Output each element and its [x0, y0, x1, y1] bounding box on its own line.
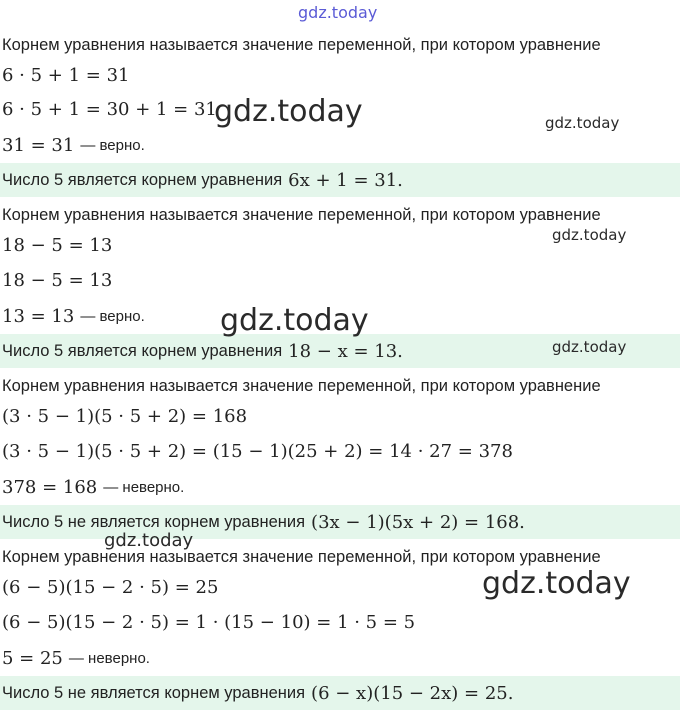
- conclusion-equation: (6 − x)(15 − 2x) = 25.: [311, 682, 514, 704]
- intro-text: Корнем уравнения называется значение переменной, при котором уравнение: [2, 35, 601, 54]
- watermark: gdz.today: [552, 338, 627, 356]
- block-1-check-line: [0, 128, 680, 162]
- block-3-conclusion: [0, 505, 680, 539]
- check-equation: 378 = 168: [2, 476, 98, 498]
- watermark: gdz.today: [552, 226, 627, 244]
- intro-text: Корнем уравнения называется значение переменной, при котором уравнение: [2, 547, 601, 566]
- conclusion-text: Число 5 является корнем уравнения: [2, 341, 283, 360]
- check-verdict: — неверно.: [103, 478, 185, 496]
- intro-text: Корнем уравнения называется значение переменной, при котором уравнение: [2, 376, 601, 395]
- equation-substitution: (6 − 5)(15 − 2 · 5) = 25: [2, 576, 219, 598]
- watermark: gdz.today: [104, 530, 194, 551]
- watermark: gdz.today: [482, 566, 631, 601]
- watermark: gdz.today: [220, 303, 369, 338]
- block-3-calculation-line: [0, 434, 680, 468]
- check-equation: 5 = 25: [2, 647, 63, 669]
- check-equation: 31 = 31: [2, 134, 75, 156]
- block-4-check-line: [0, 641, 680, 675]
- conclusion-equation: (3x − 1)(5x + 2) = 168.: [311, 511, 525, 533]
- conclusion-text: Число 5 не является корнем уравнения: [2, 683, 306, 702]
- intro-text: Корнем уравнения называется значение переменной, при котором уравнение: [2, 205, 601, 224]
- conclusion-text: Число 5 является корнем уравнения: [2, 170, 283, 189]
- block-1-conclusion: [0, 163, 680, 197]
- watermark-top: gdz.today: [298, 3, 378, 22]
- conclusion-text: Число 5 не является корнем уравнения: [2, 512, 306, 531]
- conclusion-equation: 18 − x = 13.: [288, 340, 403, 362]
- check-verdict: — верно.: [80, 136, 145, 154]
- equation-substitution: 18 − 5 = 13: [2, 234, 113, 256]
- block-4-calculation-line: [0, 605, 680, 639]
- block-3-equation-line: [0, 399, 680, 433]
- check-verdict: — верно.: [80, 307, 145, 325]
- equation-calculation: 18 − 5 = 13: [2, 269, 113, 291]
- conclusion-equation: 6x + 1 = 31.: [288, 169, 403, 191]
- check-verdict: — неверно.: [68, 649, 150, 667]
- block-4-conclusion: [0, 676, 680, 710]
- block-3-intro: [0, 369, 680, 403]
- equation-calculation: (6 − 5)(15 − 2 · 5) = 1 · (15 − 10) = 1 · 5 = 5: [2, 611, 416, 633]
- watermark: gdz.today: [214, 94, 363, 129]
- block-1-equation-line: [0, 58, 680, 92]
- watermark: gdz.today: [545, 114, 620, 132]
- equation-substitution: (3 · 5 − 1)(5 · 5 + 2) = 168: [2, 405, 248, 427]
- block-2-calculation-line: [0, 263, 680, 297]
- check-equation: 13 = 13: [2, 305, 75, 327]
- block-3-check-line: [0, 470, 680, 504]
- block-1-intro: [0, 28, 680, 62]
- equation-substitution: 6 · 5 + 1 = 31: [2, 64, 130, 86]
- equation-calculation: 6 · 5 + 1 = 30 + 1 = 31: [2, 98, 217, 120]
- equation-calculation: (3 · 5 − 1)(5 · 5 + 2) = (15 − 1)(25 + 2) = 14 · 27 = 378: [2, 440, 513, 462]
